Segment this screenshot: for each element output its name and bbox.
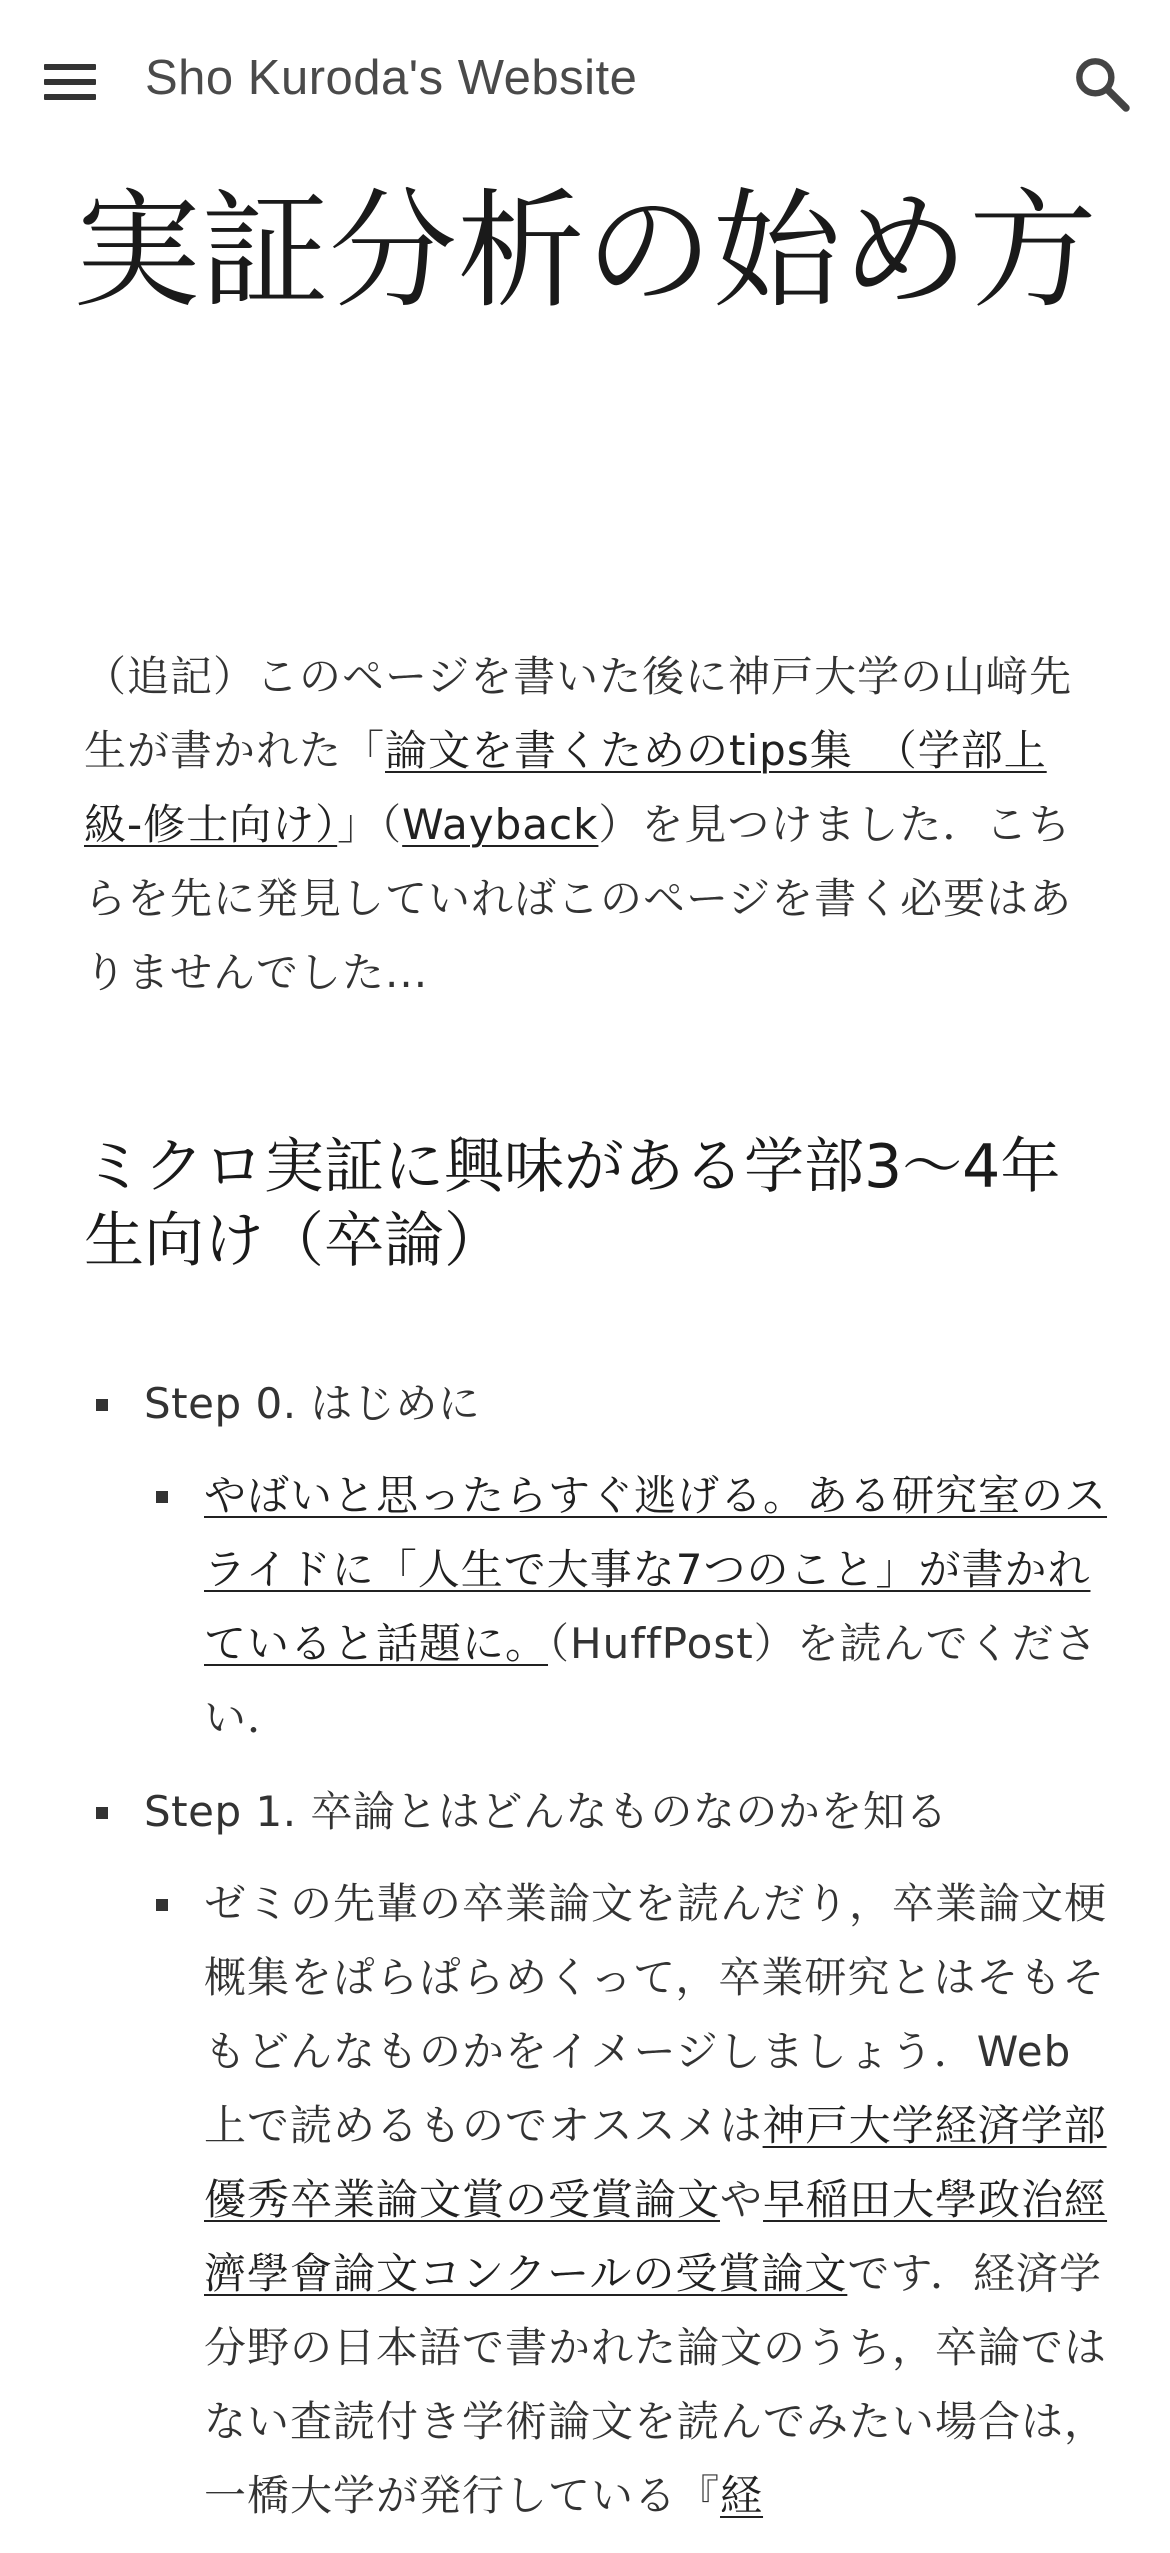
section-heading: ミクロ実証に興味がある学部3〜4年生向け（卒論） <box>84 1132 1061 1276</box>
hitotsubashi-journal-link[interactable]: 経 <box>720 2471 764 2520</box>
menu-bar-middle <box>44 79 96 85</box>
steps-list <box>84 1367 1114 2553</box>
note-middle: 」（ <box>337 800 403 849</box>
menu-bar-top <box>44 64 96 70</box>
note-prefix: （追記）このページを書いた後に神戸大学の山﨑先生が書かれた「 <box>84 652 1073 775</box>
hamburger-menu-icon[interactable] <box>40 58 100 106</box>
huffpost-link[interactable]: やばいと思ったらすぐ逃げる。ある研究室のスライドに「人生で大事な7つのこと」が書かれていると話題に。 <box>204 1471 1108 1668</box>
kobe-award-link[interactable]: 神戸大学経済学部優秀卒業論文賞の受賞論文 <box>204 2101 1107 2224</box>
site-title[interactable]: Sho Kuroda's Website <box>145 51 638 105</box>
wayback-link[interactable]: Wayback <box>402 800 599 849</box>
step-1 <box>84 1775 1114 2533</box>
main-content <box>84 640 1094 1010</box>
step-0 <box>84 1367 1114 1755</box>
search-icon[interactable] <box>1070 52 1134 116</box>
list-item <box>144 1867 1114 2533</box>
tips-link[interactable]: 論文を書くためのtips集 （学部上級-修士向け） <box>84 726 1047 849</box>
list-item <box>144 1459 1114 1755</box>
search-icon-glyph <box>1070 52 1134 116</box>
step-1-text-2: や <box>720 2175 764 2224</box>
menu-bar-bottom <box>44 94 96 100</box>
step-1-text-3: です．経済学分野の日本語で書かれた論文のうち，卒論ではない査読付き学術論文を読んでみたい場合は，一橋大学が発行している『 <box>204 2249 1108 2520</box>
top-app-bar <box>0 0 1170 160</box>
step-0-item-text: （HuffPost）を読んでください． <box>204 1619 1098 1742</box>
waseda-award-link[interactable]: 早稲田大學政治經濟學會論文コンクールの受賞論文 <box>204 2175 1108 2298</box>
page-title: 実証分析の始め方 <box>72 177 1097 326</box>
step-0-sublist <box>144 1459 1114 1755</box>
step-1-sublist <box>144 1867 1114 2533</box>
step-0-label: Step 0. はじめに <box>144 1379 481 1428</box>
addendum-note <box>84 640 1094 1010</box>
step-1-text-1: ゼミの先輩の卒業論文を読んだり，卒業論文梗概集をぱらぱらめくって，卒業研究とはそもそもどんなものかをイメージしましょう．Web上で読めるものでオススメは <box>204 1879 1108 2150</box>
note-suffix: ）を見つけました．こちらを先に発見していればこのページを書く必要はありませんでした... <box>84 800 1073 997</box>
step-1-label: Step 1. 卒論とはどんなものなのかを知る <box>144 1787 948 1836</box>
